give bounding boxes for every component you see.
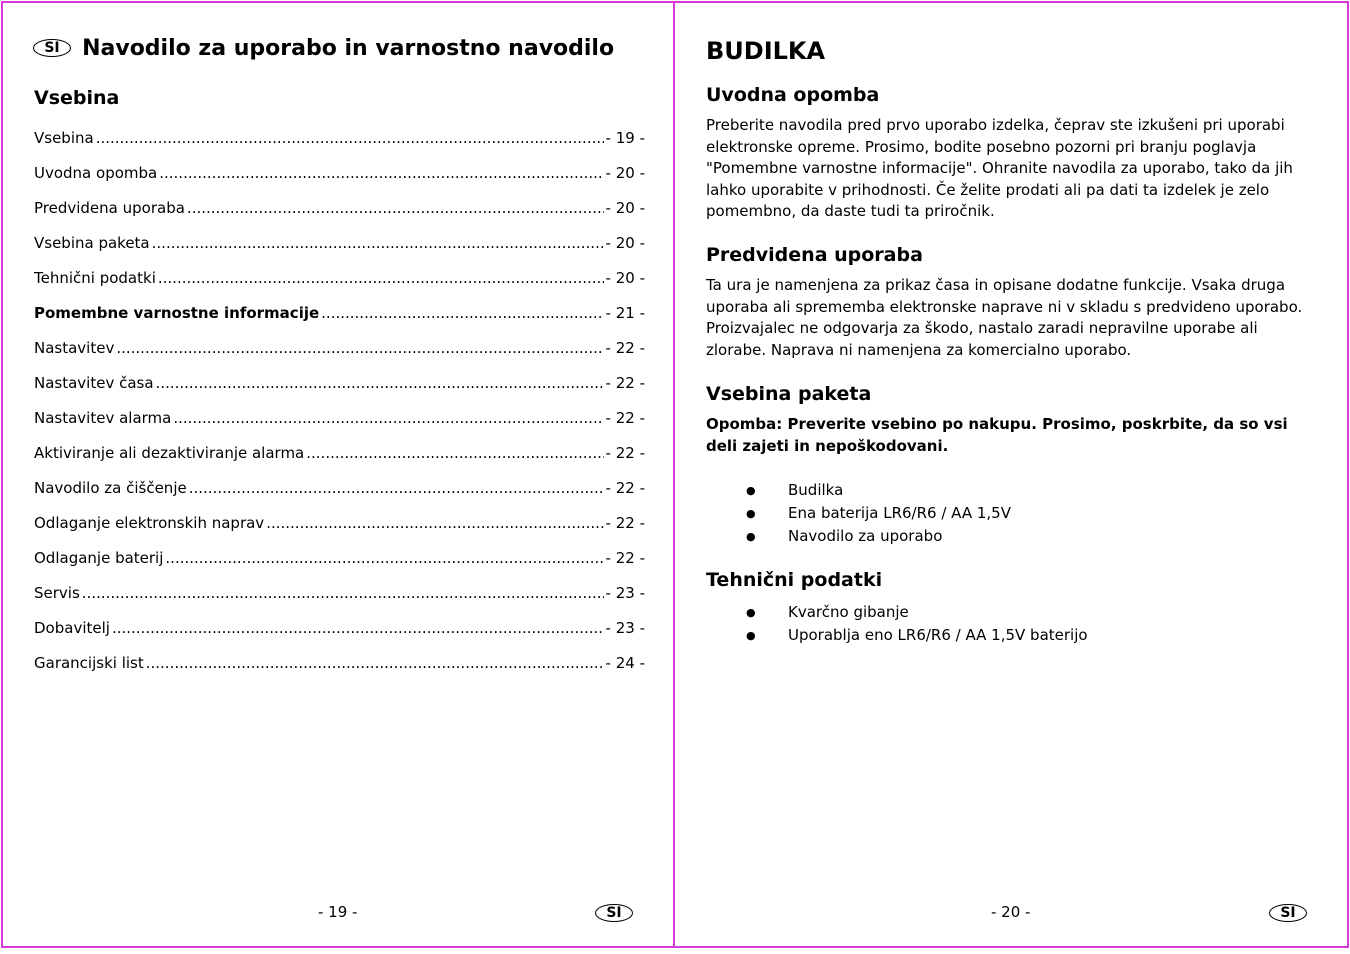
toc-entry-page: - 22 - [605,514,645,532]
toc-entry-page: - 22 - [605,339,645,357]
package-note: Opomba: Preverite vsebino po nakupu. Prosimo, poskrbite, da so vsi deli zajeti in nepoškodovani. [706,415,1288,455]
toc-leader-dots [321,303,603,323]
toc-entry-page: - 20 - [605,269,645,287]
tech-list [706,601,1306,647]
list-item: ● Navodilo za uporabo [706,525,1306,548]
toc-entry-page: - 22 - [605,549,645,567]
toc-entry-title: Nastavitev časa [34,374,154,392]
toc-leader-dots [187,198,604,218]
toc-entry [34,268,645,288]
section-heading-tech: Tehnični podatki [706,569,883,591]
toc-entry-title: Predvidena uporaba [34,199,185,217]
toc-entry [34,198,645,218]
toc-entry-title: Vsebina [34,129,94,147]
toc-entry [34,583,645,603]
toc-entry-page: - 20 - [605,199,645,217]
section-heading-intro: Uvodna opomba [706,84,880,106]
toc-entry-page: - 22 - [605,479,645,497]
page-number: - 19 - [318,903,358,921]
footer-language-badge: SI [595,904,633,922]
toc-leader-dots [112,618,604,638]
toc-entry-title: Navodilo za čiščenje [34,479,187,497]
toc-entry-title: Odlaganje elektronskih naprav [34,514,265,532]
toc-entry [34,408,645,428]
list-item: ● Budilka [706,479,1306,502]
toc-entry [34,303,645,323]
toc-entry [34,513,645,533]
toc-leader-dots [306,443,603,463]
toc-entry-page: - 24 - [605,654,645,672]
toc-leader-dots [266,513,603,533]
toc-entry-title: Pomembne varnostne informacije [34,304,320,322]
toc-entry-title: Vsebina paketa [34,234,150,252]
toc-entry-title: Nastavitev [34,339,115,357]
left-page [1,1,675,948]
toc-leader-dots [165,548,603,568]
toc-entry-title: Aktiviranje ali dezaktiviranje alarma [34,444,305,462]
toc-leader-dots [173,408,603,428]
toc-entry-page: - 23 - [605,619,645,637]
toc-entry-title: Nastavitev alarma [34,409,172,427]
toc-leader-dots [189,478,604,498]
manual-title: Navodilo za uporabo in varnostno navodilo [82,36,615,61]
toc-entry-page: - 23 - [605,584,645,602]
toc-leader-dots [158,268,604,288]
toc-entry [34,478,645,498]
section-heading-use: Predvidena uporaba [706,244,923,266]
toc-entry-page: - 22 - [605,444,645,462]
toc-leader-dots [152,233,604,253]
toc-entry-title: Garancijski list [34,654,144,672]
toc-heading: Vsebina [34,87,120,109]
list-item: ● Ena baterija LR6/R6 / AA 1,5V [706,502,1306,525]
toc-entry [34,338,645,358]
product-title: BUDILKA [706,37,826,65]
toc-entry [34,443,645,463]
toc-entry [34,373,645,393]
toc-leader-dots [82,583,604,603]
package-list [706,479,1306,548]
toc-entry [34,653,645,673]
toc-entry-page: - 20 - [605,234,645,252]
page-number: - 20 - [991,903,1031,921]
toc-entry [34,548,645,568]
language-badge: SI [33,39,71,57]
list-item: ● Kvarčno gibanje [706,601,1306,624]
list-item: ● Uporablja eno LR6/R6 / AA 1,5V baterijo [706,624,1306,647]
toc-entry [34,618,645,638]
toc-entry-title: Uvodna opomba [34,164,158,182]
section-text-use: Ta ura je namenjena za prikaz časa in opisane dodatne funkcije. Vsaka druga uporaba ali sprememba elektronske naprave ni v skladu s predvideno uporabo. Proizvajalec ne odgovarja za škodo, nastalo zaradi nepravilne uporabe ali zlorabe. Naprava ni namenjena za komercialno uporabo. [706,276,1303,359]
toc-leader-dots [159,163,603,183]
section-heading-package: Vsebina paketa [706,383,872,405]
toc-entry [34,128,645,148]
toc-entry-title: Odlaganje baterij [34,549,164,567]
section-text-intro: Preberite navodila pred prvo uporabo izdelka, čeprav ste izkušeni pri uporabi elektronske opreme. Prosimo, bodite posebno pozorni pri branju poglavja "Pomembne varnostne informacije". Ohranite navodila za uporabo, tako da jih lahko uporabite v prihodnosti. Če želite prodati ali pa dati ta izdelek je zelo pomembno, da daste tudi ta priročnik. [706,116,1293,220]
toc-entry-page: - 21 - [605,304,645,322]
toc-entry-title: Dobavitelj [34,619,110,637]
toc-leader-dots [146,653,604,673]
footer-language-badge: SI [1269,904,1307,922]
toc-entry-page: - 19 - [605,129,645,147]
title-row [33,36,614,61]
toc-leader-dots [116,338,603,358]
toc-entry-page: - 22 - [605,409,645,427]
right-page [673,1,1349,948]
toc-entry-title: Tehnični podatki [34,269,156,287]
toc-entry-title: Servis [34,584,80,602]
toc-entry [34,163,645,183]
toc-entry-page: - 20 - [605,164,645,182]
toc-entry-page: - 22 - [605,374,645,392]
toc-leader-dots [156,373,604,393]
toc-leader-dots [96,128,604,148]
toc-entry [34,233,645,253]
